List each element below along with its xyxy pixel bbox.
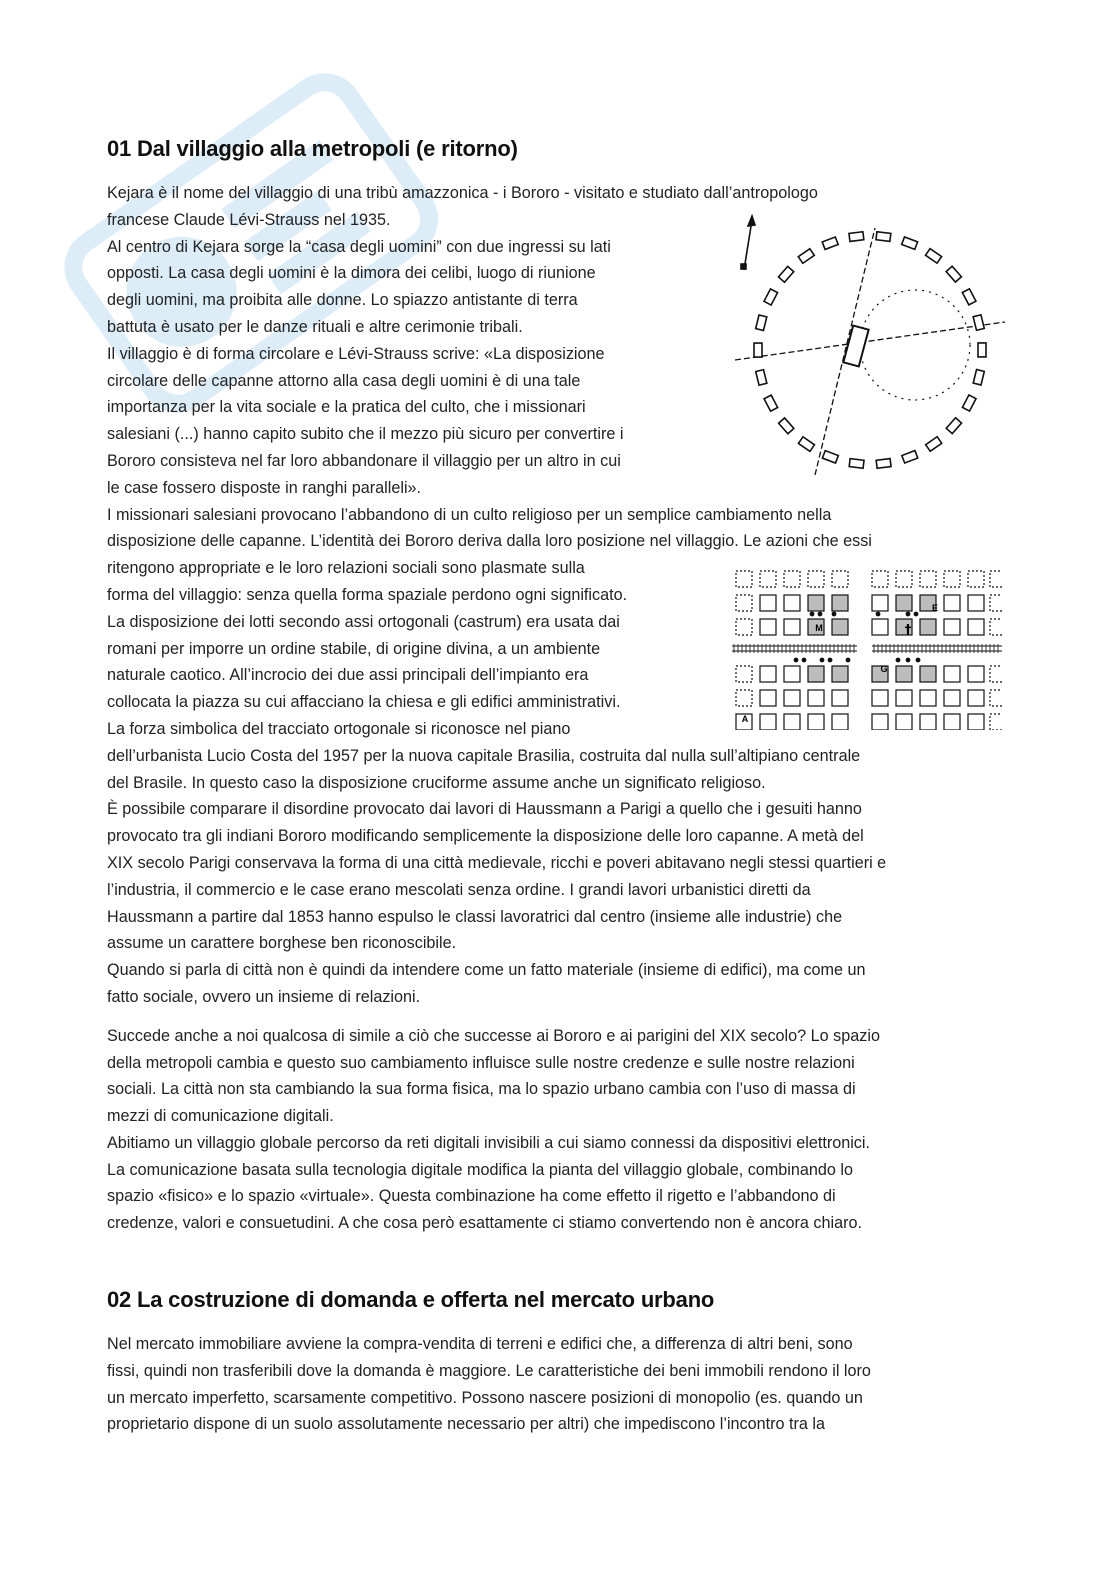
text-line: XIX secolo Parigi conservava la forma di una città medievale, ricchi e poveri abitavano negli stessi quartieri e [107,853,887,872]
mens-house [843,326,868,367]
hut [764,395,778,411]
plot [736,571,752,587]
plot [872,690,888,706]
text-line: battuta è usato per le danze rituali e altre cerimonie tribali. [107,317,523,336]
hut [946,266,961,282]
text-line: disposizione delle capanne. L’identità dei Bororo deriva dalla loro posizione nel villaggio. Le azioni che essi [107,532,872,551]
plot [944,714,960,730]
plot [968,571,984,587]
plot [990,690,1002,706]
label-m: M [815,623,823,633]
marker-dot [896,658,901,663]
north-arrow-icon [741,216,755,270]
text-line: Abitiamo un villaggio globale percorso da reti digitali invisibili a cui siamo connessi da dispositivi elettronici. [107,1133,870,1152]
plot [968,714,984,730]
text-line: collocata la piazza su cui affacciano la chiesa e gli edifici amministrativi. [107,693,621,712]
hut [973,315,984,331]
hut [902,237,918,249]
hut [849,232,864,242]
text-line: naturale caotico. All’incrocio dei due assi principali dell’impianto era [107,666,589,685]
text-line: Bororo consisteva nel far loro abbandonare il villaggio per un altro in cui [107,451,621,470]
plot [832,619,848,635]
hut [902,451,918,463]
plot [968,690,984,706]
hut [822,237,838,249]
plot [760,666,776,682]
plot [808,571,824,587]
text-line: ritengono appropriate e le loro relazioni sociali sono plasmate sulla [107,559,585,578]
marker-dot [846,658,851,663]
plot [808,595,824,611]
text-line: mezzi di comunicazione digitali. [107,1107,334,1126]
plot [872,714,888,730]
text-line: francese Claude Lévi-Strauss nel 1935. [107,210,391,229]
hut [798,437,814,452]
plot [990,619,1002,635]
plot [990,714,1002,730]
plot [736,619,752,635]
marker-dot [794,658,799,663]
text-line: circolare delle capanne attorno alla casa degli uomini è di una tale [107,371,581,390]
plot [896,595,912,611]
text-line: La disposizione dei lotti secondo assi ortogonali (castrum) era usata dai [107,612,620,631]
plot [968,666,984,682]
plot [760,619,776,635]
marker-dot [818,612,823,617]
hut [754,343,762,357]
hut [779,418,794,434]
hut [764,289,778,305]
text-line: Al centro di Kejara sorge la “casa degli uomini” con due ingressi su lati [107,237,611,256]
text-line: Il villaggio è di forma circolare e Lévi-Strauss scrive: «La disposizione [107,344,605,363]
section-2-text [107,1331,1007,1438]
hut [876,232,891,242]
label-a: A [741,714,749,724]
plot [968,595,984,611]
label-e: E [931,603,939,613]
text-line: La comunicazione basata sulla tecnologia digitale modifica la pianta del villaggio globale, combinando lo [107,1160,854,1179]
text-line: le case fossero disposte in ranghi paralleli». [107,478,422,497]
plot [808,666,824,682]
hut [926,249,942,264]
hut [973,369,984,385]
text-line: opposti. La casa degli uomini è la dimora dei celibi, luogo di riunione [107,264,596,283]
main-street [732,644,1002,653]
plot [872,619,888,635]
text-line: assume un carattere borghese ben riconoscibile. [107,934,457,953]
plot [944,690,960,706]
plot [944,666,960,682]
text-line: l’industria, il commercio e le case erano mescolati senza ordine. I grandi lavori urbanistici diretti da [107,880,811,899]
section-title-1: 01 Dal villaggio alla metropoli (e ritorno) [107,136,518,161]
marker-dot [906,612,911,617]
plot [968,619,984,635]
plot [920,619,936,635]
section-title-2: 02 La costruzione di domanda e offerta nel mercato urbano [107,1287,715,1313]
plot [920,666,936,682]
plot [784,571,800,587]
hut [756,315,767,331]
text-line: Succede anche a noi qualcosa di simile a ciò che successe ai Bororo e ai parigini del XIX secolo? Lo spazio [107,1026,880,1045]
plot [784,690,800,706]
text-line: del Brasile. In questo caso la disposizione cruciforme assume anche un significato religioso. [107,773,766,792]
plot [872,595,888,611]
text-line: salesiani (...) hanno capito subito che il mezzo più sicuro per convertire i [107,425,624,444]
plot [872,571,888,587]
text-line: Quando si parla di città non è quindi da intendere come un fatto materiale (insieme di edifici), ma come un [107,961,866,980]
plot [896,571,912,587]
text-line: Haussmann a partire dal 1853 hanno espulso le classi lavoratrici dal centro (insieme alle industrie) che [107,907,843,926]
plot [944,571,960,587]
plot [784,714,800,730]
marker-dot [802,658,807,663]
plot [920,690,936,706]
plot [736,666,752,682]
text-line: proprietario dispone di un suolo assolutamente necessario per altri) che impediscono l’incontro tra la [107,1415,826,1434]
text-line: Kejara è il nome del villaggio di una tribù amazzonica - i Bororo - visitato e studiato dall’antropologo [107,184,818,202]
plot [760,571,776,587]
bororo-village-diagram [730,210,1010,490]
text-line: importanza per la vita sociale e la pratica del culto, che i missionari [107,398,586,417]
text-line: credenze, valori e consuetudini. A che cosa però esattamente ci stiamo convertendo non è ancora chiaro. [107,1214,862,1233]
plot [832,571,848,587]
label-cross: † [904,623,912,638]
plot [920,571,936,587]
plot [990,595,1002,611]
text-line: un mercato imperfetto, scarsamente competitivo. Possono nascere posizioni di monopolio (es. quando un [107,1388,863,1407]
plot [784,619,800,635]
hut [822,451,838,463]
hut [946,418,961,434]
plot [808,690,824,706]
marker-dot [916,658,921,663]
hut [876,459,891,469]
marker-dot [828,658,833,663]
plot [896,714,912,730]
plot [896,666,912,682]
hut [962,395,976,411]
hut [778,266,793,282]
marker-dot [914,612,919,617]
marker-dot [876,612,881,617]
text-line: della metropoli cambia e questo suo cambiamento influisce sulle nostre credenze e sulle nostre relazioni [107,1053,855,1072]
text-line: degli uomini, ma proibita alle donne. Lo spiazzo antistante di terra [107,291,578,310]
plot [760,595,776,611]
text-line: Nel mercato immobiliare avviene la compra-vendita di terreni e edifici che, a differenza di altri beni, sono [107,1335,853,1354]
text-line: provocato tra gli indiani Bororo modificando semplicemente la disposizione delle loro capanne. A metà del [107,827,864,846]
marker-dot [810,612,815,617]
plot [920,714,936,730]
hut [798,249,814,264]
hut [756,370,767,386]
text-line: È possibile comparare il disordine provocato dai lavori di Haussmann a Parigi a quello che i gesuiti hanno [107,800,862,819]
plot [808,714,824,730]
marker-dot [832,612,837,617]
marker-dot [820,658,825,663]
plot [832,690,848,706]
plot [736,595,752,611]
hut [926,437,942,452]
text-line: dell’urbanista Lucio Costa del 1957 per la nuova capitale Brasilia, costruita dal nulla sull’altipiano centrale [107,746,861,765]
text-line: fissi, quindi non trasferibili dove la domanda è maggiore. Le caratteristiche dei beni immobili rendono il loro [107,1361,871,1380]
huts-ring [754,232,986,468]
label-g: G [880,664,888,674]
text-line: spazio «fisico» e lo spazio «virtuale». Questa combinazione ha come effetto il rigetto e l’abbandono di [107,1187,836,1206]
text-line: fatto sociale, ovvero un insieme di relazioni. [107,987,421,1006]
plot [832,714,848,730]
text-line: La forza simbolica del tracciato ortogonale si riconosce nel piano [107,719,571,738]
plot [784,666,800,682]
plot [760,714,776,730]
plot [736,690,752,706]
marker-dot [906,658,911,663]
text-line: sociali. La città non sta cambiando la sua forma fisica, ma lo spazio urbano cambia con l’uso di massa di [107,1080,856,1099]
grid-village-diagram [732,568,1002,730]
plot [832,666,848,682]
plot [832,595,848,611]
plot [760,690,776,706]
text-line: romani per imporre un ordine stabile, di origine divina, a un ambiente [107,639,601,658]
hut [962,289,976,305]
section-1-text-b [107,1023,1007,1237]
text-line: I missionari salesiani provocano l’abbandono di un culto religioso per un semplice cambiamento nella [107,505,832,524]
plot [990,571,1002,587]
plot [944,619,960,635]
plot [944,595,960,611]
plot [896,690,912,706]
hut [849,459,864,469]
plot [990,666,1002,682]
hut [978,343,986,357]
text-line: forma del villaggio: senza quella forma spaziale perdono ogni significato. [107,585,628,604]
plot [784,595,800,611]
